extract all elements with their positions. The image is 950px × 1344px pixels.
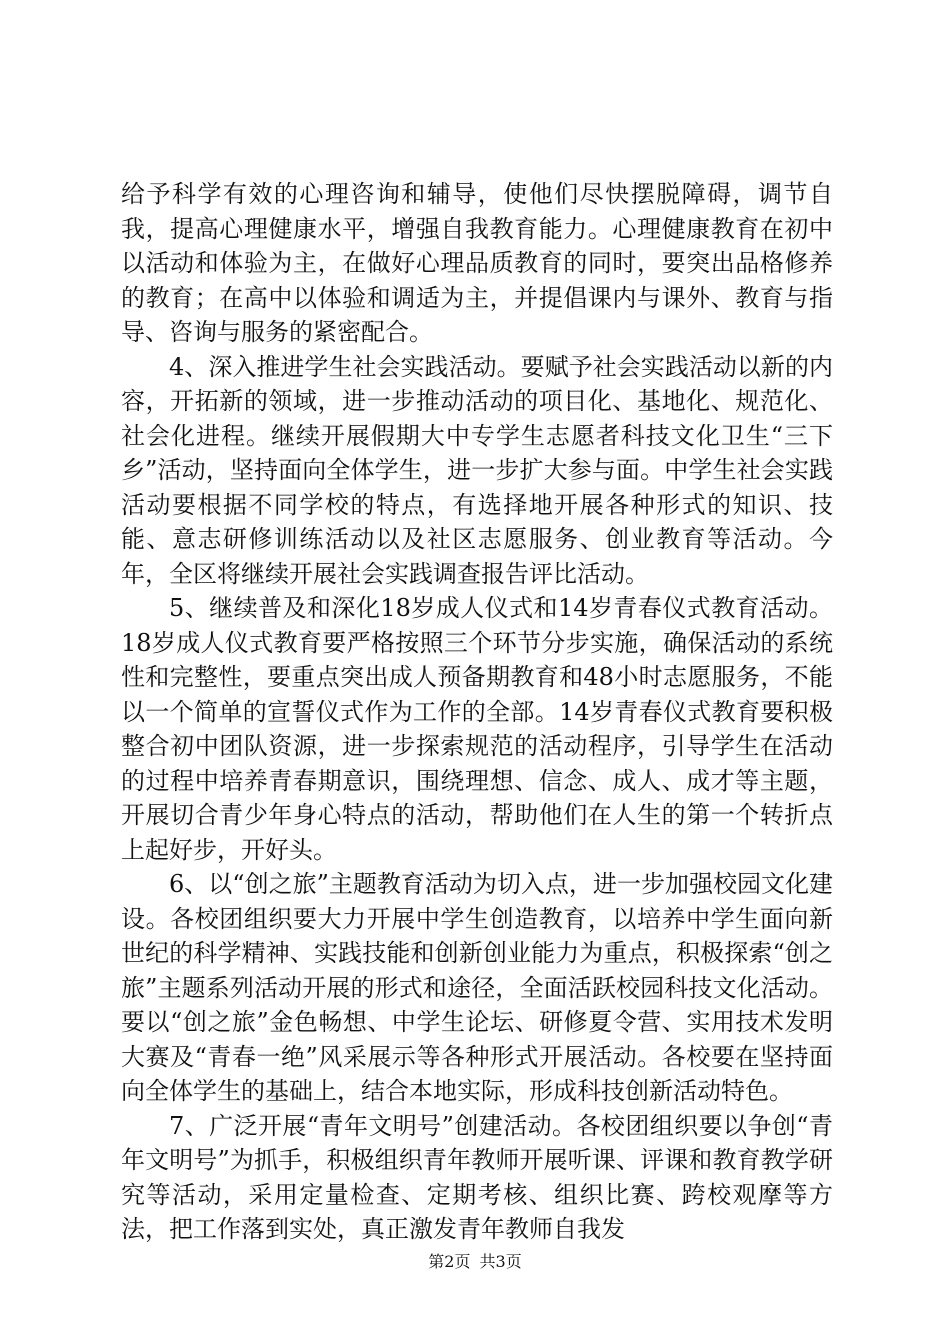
document-body xyxy=(121,177,833,1247)
paragraph-item-4: 4、深入推进学生社会实践活动。要赋予社会实践活动以新的内容，开拓新的领域，进一步推动活动的项目化、基地化、规范化、社会化进程。继续开展假期大中专学生志愿者科技文化卫生“三下乡”活动，坚持面向全体学生，进一步扩大参与面。中学生社会实践活动要根据不同学校的特点，有选择地开展各种形式的知识、技能、意志研修训练活动以及社区志愿服务、创业教育等活动。今年，全区将继续开展社会实践调查报告评比活动。 xyxy=(121,352,833,588)
paragraph-continuation: 给予科学有效的心理咨询和辅导，使他们尽快摆脱障碍，调节自我，提高心理健康水平，增强自我教育能力。心理健康教育在初中以活动和体验为主，在做好心理品质教育的同时，要突出品格修养的教育；在高中以体验和调适为主，并提倡课内与课外、教育与指导、咨询与服务的紧密配合。 xyxy=(121,180,833,346)
page-footer xyxy=(0,1252,950,1272)
page-total: 共3页 xyxy=(479,1252,522,1271)
paragraph-item-5: 5、继续普及和深化18岁成人仪式和14岁青春仪式教育活动。18岁成人仪式教育要严格按照三个环节分步实施，确保活动的系统性和完整性，要重点突出成人预备期教育和48小时志愿服务，不能以一个简单的宣誓仪式作为工作的全部。14岁青春仪式教育要积极整合初中团队资源，进一步探索规范的活动程序，引导学生在活动的过程中培养青春期意识，围绕理想、信念、成人、成才等主题，开展切合青少年身心特点的活动，帮助他们在人生的第一个转折点上起好步，开好头。 xyxy=(121,594,833,864)
paragraph-item-7: 7、广泛开展“青年文明号”创建活动。各校团组织要以争创“青年文明号”为抓手，积极组织青年教师开展听课、评课和教育教学研究等活动，采用定量检查、定期考核、组织比赛、跨校观摩等方法，把工作落到实处，真正激发青年教师自我发 xyxy=(121,1111,833,1243)
paragraph-item-6: 6、以“创之旅”主题教育活动为切入点，进一步加强校园文化建设。各校团组织要大力开展中学生创造教育，以培养中学生面向新世纪的科学精神、实践技能和创新创业能力为重点，积极探索“创之旅”主题系列活动开展的形式和途径，全面活跃校园科技文化活动。要以“创之旅”金色畅想、中学生论坛、研修夏令营、实用技术发明大赛及“青春一绝”风采展示等各种形式开展活动。各校要在坚持面向全体学生的基础上，结合本地实际，形成科技创新活动特色。 xyxy=(121,870,833,1105)
page-number: 第2页 xyxy=(428,1252,471,1271)
